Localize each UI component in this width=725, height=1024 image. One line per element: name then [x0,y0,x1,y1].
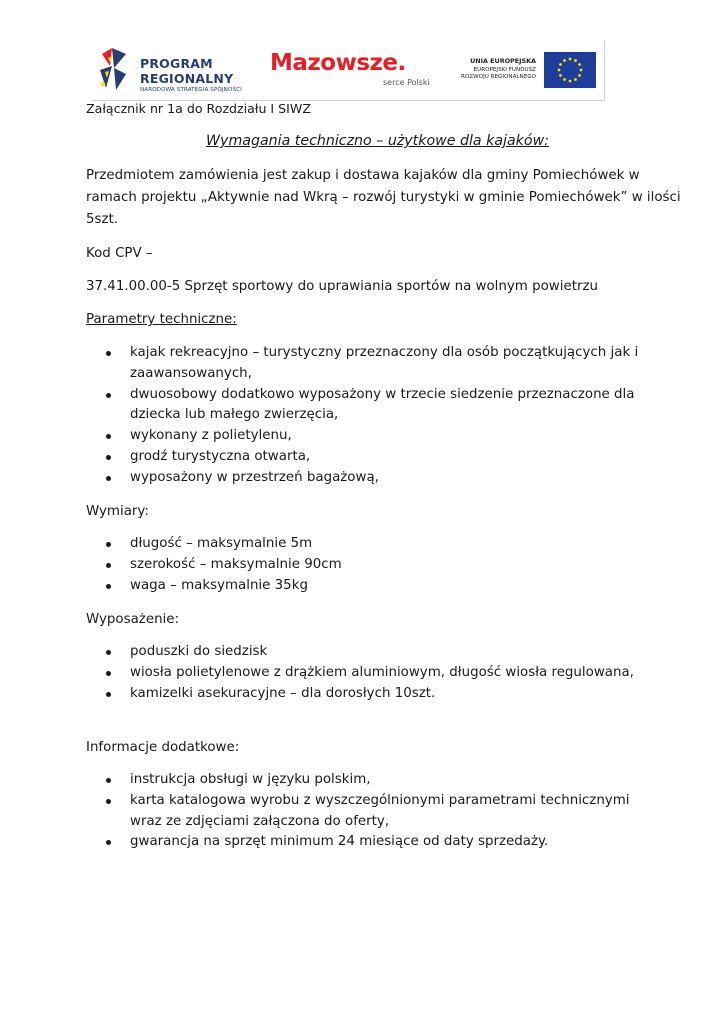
eu-star-icon [574,59,577,62]
bullet-icon [106,671,111,676]
list-item-text: waga – maksymalnie 35kg [130,577,308,593]
list-item [86,343,650,385]
bullet-icon [106,650,111,655]
eu-star-icon [578,74,581,77]
list-item [86,534,650,555]
cpv-description: Sprzęt sportowy do uprawiania sportów na wolnym powietrzu [180,279,598,294]
eu-star-icon [563,59,566,62]
list-item-text: długość – maksymalnie 5m [130,536,313,551]
cpv-line [86,276,598,298]
dims-heading: Wymiary: [86,504,149,519]
list-item [86,642,650,663]
bullet-icon [106,351,111,356]
list-item-text: wiosła polietylenowe z drążkiem aluminiowym, długość wiosła regulowana, [130,664,634,680]
page-title-text: Wymagania techniczno – użytkowe dla kajaków: [206,133,549,149]
list-item-text: kamizelki asekuracyjne – dla dorosłych 10szt. [130,685,436,701]
list-item-text: wyposażony w przestrzeń bagażową, [130,469,379,485]
list-item [86,576,650,597]
program-line2: REGIONALNY [140,71,234,86]
bullet-icon [106,799,111,804]
dims-list [86,534,650,596]
cpv-code: 37.41.00.00-5 [86,279,181,294]
list-item [86,468,650,489]
eu-star-icon [569,58,572,61]
bullet-icon [106,778,111,783]
eu-logo [448,50,598,90]
list-item [86,426,650,447]
eu-star-icon [580,69,583,72]
bullet-icon [106,393,111,398]
list-item-text: gwarancja na sprzęt minimum 24 miesiące od daty sprzedaży. [130,834,549,850]
list-item [86,791,650,833]
eu-line1: UNIA EUROPEJSKA [470,57,536,65]
mazowsze-logo [270,50,440,94]
eu-star-icon [578,63,581,66]
logo-bar [92,40,605,101]
eu-star-icon [559,74,562,77]
bullet-icon [106,692,111,697]
list-item [86,555,650,576]
bullet-icon [106,840,111,845]
intro-line-3: 5szt. [86,212,119,227]
list-item [86,684,650,705]
params-list [86,343,650,489]
bullet-icon [106,584,111,589]
mazowsze-tagline: serce Polski [383,78,430,87]
attachment-label: Załącznik nr 1a do Rozdziału I SIWZ [86,101,311,116]
cpv-label: Kod CPV – [86,246,153,261]
bullet-icon [106,563,111,568]
eu-star-icon [563,78,566,81]
bullet-icon [106,434,111,439]
program-subtitle: NARODOWA STRATEGIA SPÓJNOŚCI [140,87,242,93]
eu-star-icon [569,80,572,83]
intro-line-1: Przedmiotem zamówienia jest zakup i dostawa kajaków dla gminy Pomiechówek w [86,168,640,183]
eu-star-icon [574,78,577,81]
info-heading: Informacje dodatkowe: [86,740,240,755]
eu-star-icon [558,69,561,72]
list-item-text: dwuosobowy dodatkowo wyposażony w trzecie siedzenie przeznaczone dla dziecka lub małego zwierzęcia, [130,386,635,423]
program-regionalny-logo [96,44,266,96]
list-item-text: wykonany z polietylenu, [130,428,292,444]
eu-star-icon [559,63,562,66]
program-line1: PROGRAM [140,56,213,71]
program-regionalny-emblem-icon [96,44,130,94]
eu-line3: ROZWOJU REGIONALNEGO [461,74,536,80]
list-item [86,385,650,427]
page-title [0,133,725,149]
list-item-text: instrukcja obsługi w języku polskim, [130,772,371,787]
params-heading: Parametry techniczne: [86,312,237,327]
list-item [86,447,650,468]
bullet-icon [106,542,111,547]
intro-line-2: ramach projektu „Aktywnie nad Wkrą – rozwój turystyki w gminie Pomiechówek” w ilości [86,190,681,205]
equip-list [86,642,650,704]
list-item-text: poduszki do siedzisk [130,644,268,659]
list-item [86,770,650,791]
list-item-text: karta katalogowa wyrobu z wyszczególnionymi parametrami technicznymi wraz ze zdjęciami załączona do oferty, [130,792,630,829]
bullet-icon [106,455,111,460]
list-item-text: kajak rekreacyjno – turystyczny przeznaczony dla osób początkujących jak i zaawansowanych, [130,345,639,381]
mazowsze-wordmark: Mazowsze. [270,50,406,76]
list-item [86,663,650,684]
list-item-text: grodź turystyczna otwarta, [130,448,311,464]
info-list [86,770,650,853]
bullet-icon [106,476,111,481]
eu-flag-icon [544,52,596,88]
list-item [86,832,650,853]
list-item-text: szerokość – maksymalnie 90cm [130,556,342,572]
equip-heading: Wyposażenie: [86,612,180,627]
eu-line2: EUROPEJSKI FUNDUSZ [473,67,536,73]
